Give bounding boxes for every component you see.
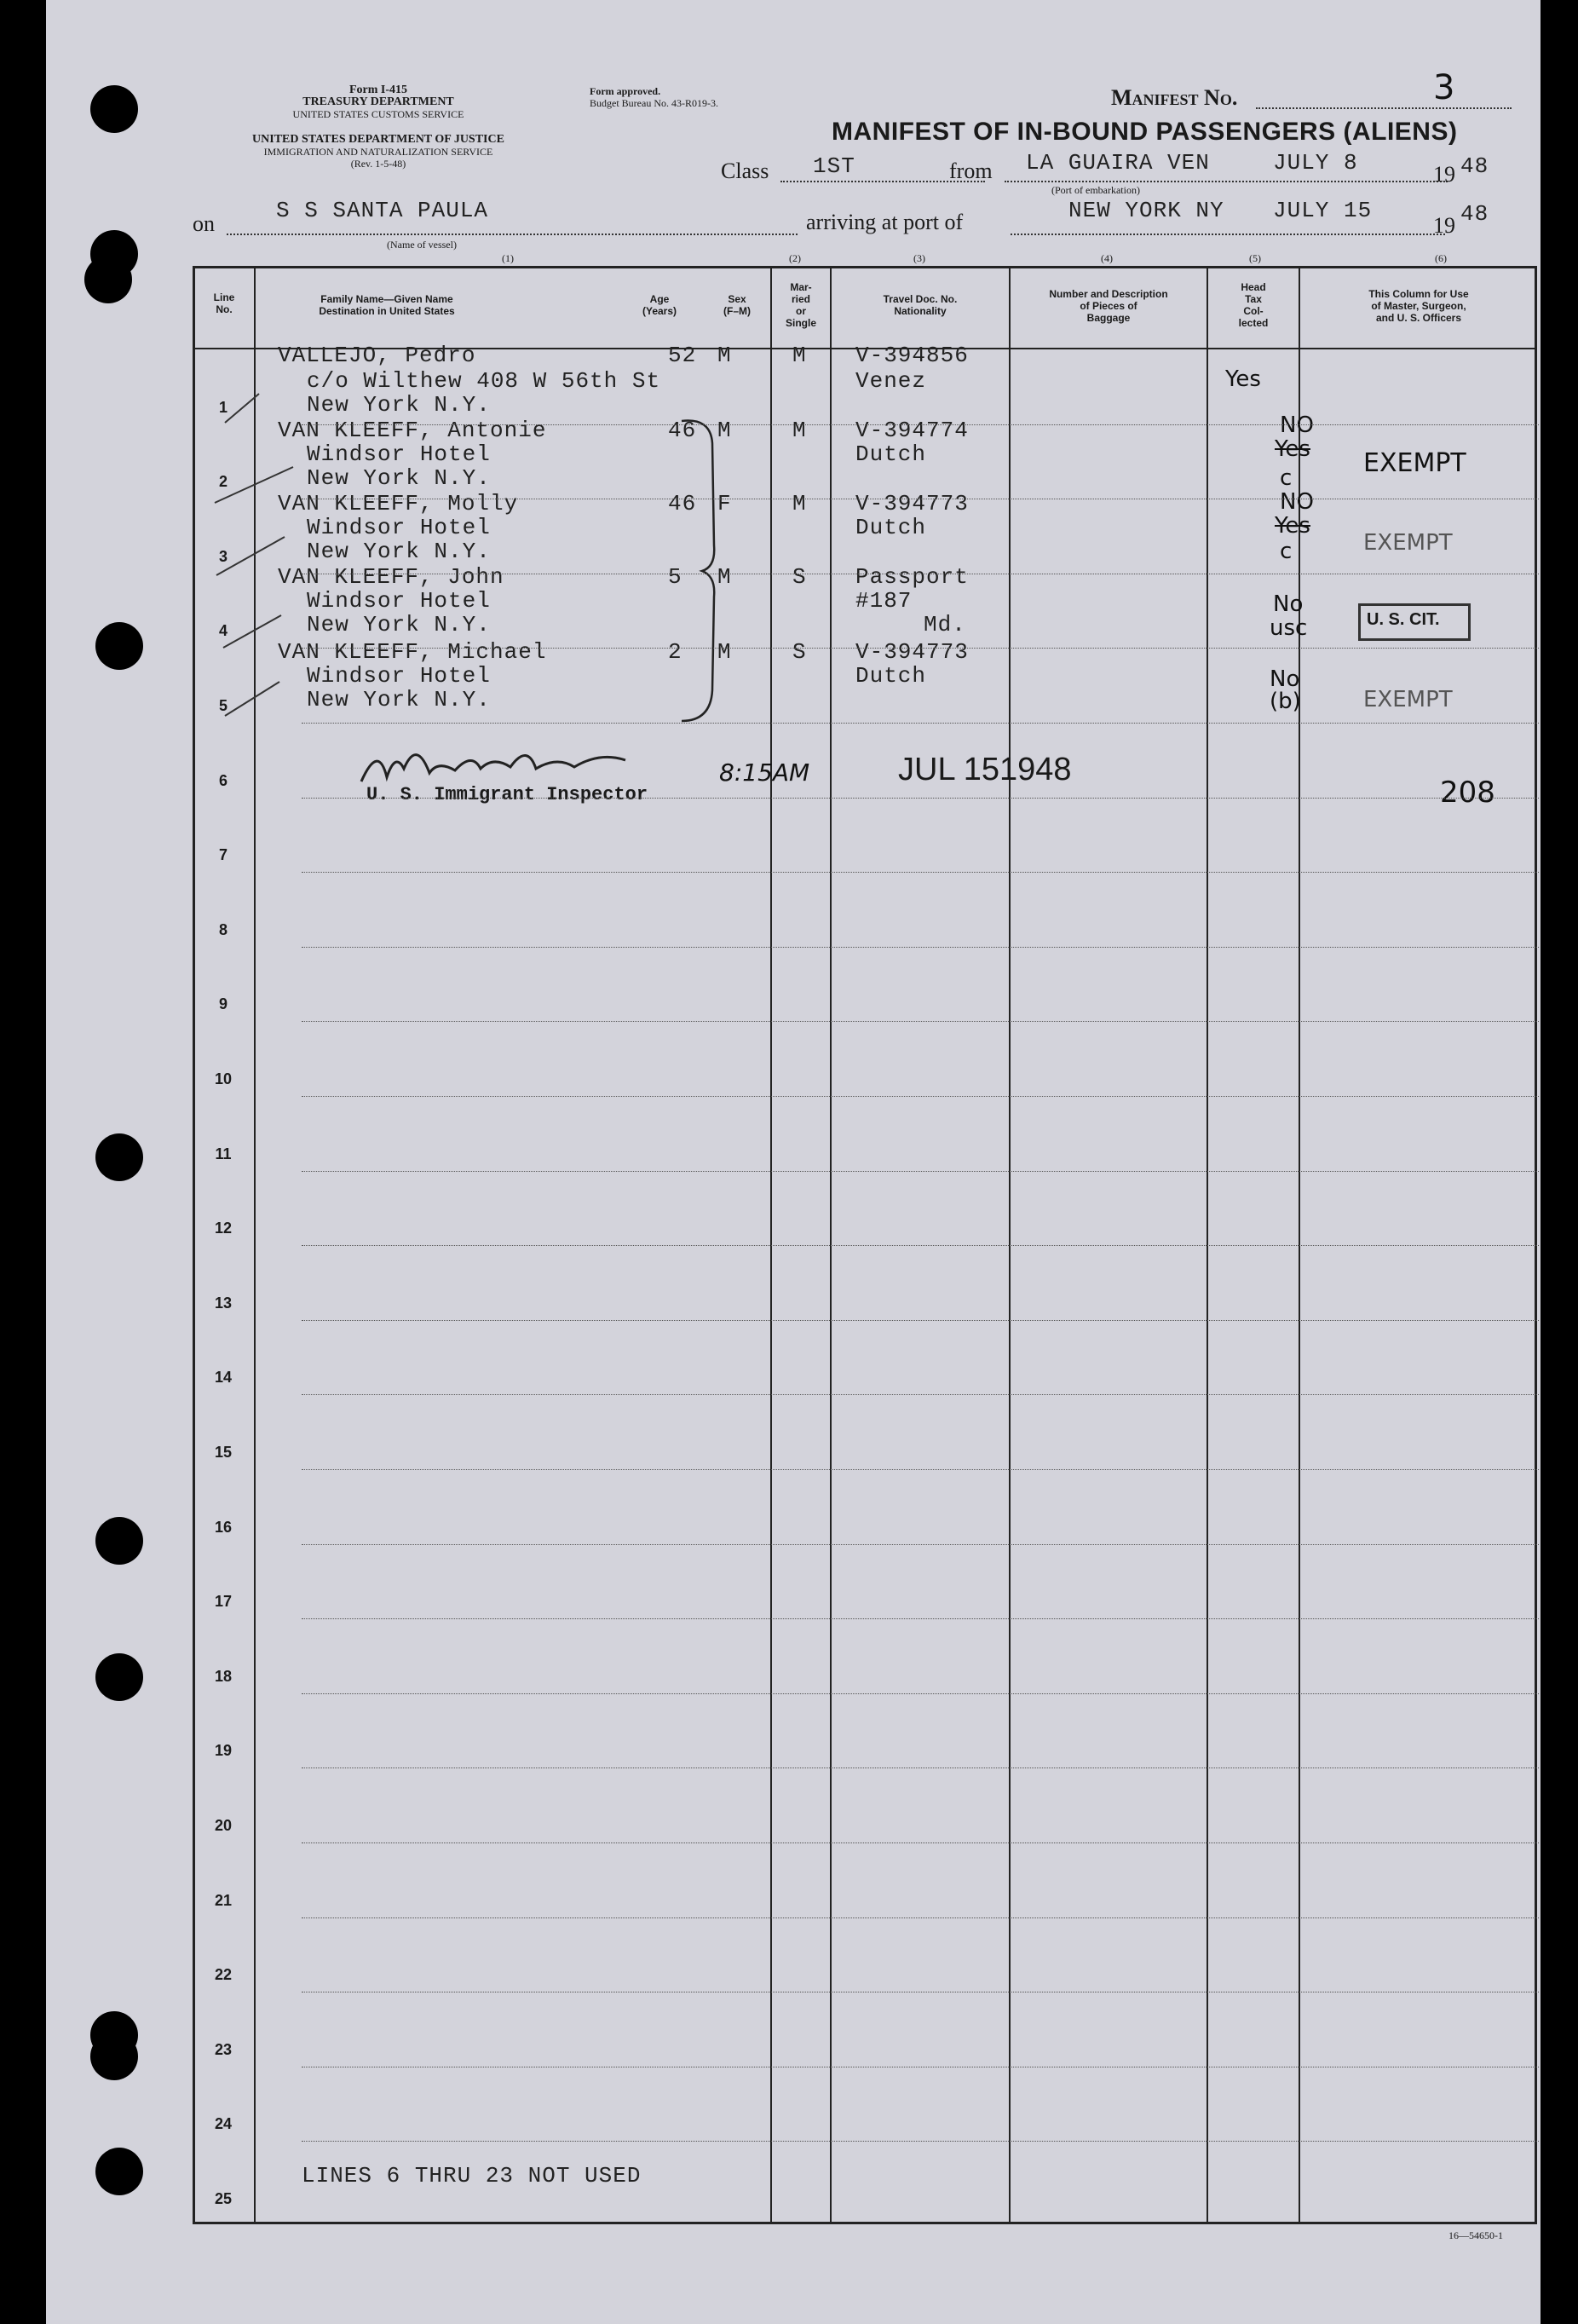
row-divider <box>302 1693 1539 1694</box>
row-divider <box>302 1917 1539 1918</box>
line-number: 1 <box>218 398 227 416</box>
punch-hole <box>90 2033 138 2080</box>
manifest-no-label: Manifest No. <box>1111 85 1238 110</box>
punch-hole <box>95 1517 143 1565</box>
passenger-doc: Passport <box>855 564 969 590</box>
passenger-destination: Windsor Hotel <box>307 441 491 467</box>
head-tax-struck: Yes <box>1275 436 1310 462</box>
embark-date: JULY 8 <box>1273 150 1358 176</box>
class-label: Class <box>721 159 769 183</box>
passenger-doc: V-394773 <box>855 639 969 665</box>
passenger-nationality: Dutch <box>855 441 927 467</box>
hdr-sex: Sex (F–M) <box>723 293 751 317</box>
passenger-sex: M <box>717 418 732 443</box>
arrive-line <box>1011 234 1445 235</box>
passenger-marital: S <box>792 639 807 665</box>
passenger-sex: M <box>717 343 732 368</box>
head-tax: NO <box>1280 412 1314 438</box>
officer-note: EXEMPT <box>1363 530 1453 556</box>
passenger-name: VAN KLEEFF, Michael <box>278 639 547 665</box>
line-number: 5 <box>218 697 227 714</box>
row-divider <box>302 2141 1539 2142</box>
passenger-destination: New York N.Y. <box>307 687 491 712</box>
row-divider <box>302 1096 1539 1097</box>
passenger-destination: Windsor Hotel <box>307 588 491 614</box>
arrive-date: JULY 15 <box>1273 198 1373 223</box>
line-number: 3 <box>218 547 227 565</box>
family-brace <box>677 418 736 724</box>
manifest-title: MANIFEST OF IN-BOUND PASSENGERS (ALIENS) <box>832 118 1458 146</box>
line-number: 24 <box>214 2115 233 2133</box>
line-number: 6 <box>218 771 227 789</box>
passenger-name: VAN KLEEFF, Antonie <box>278 418 547 443</box>
passenger-nationality: Dutch <box>855 515 927 540</box>
officer-note: U. S. CIT. <box>1367 610 1440 629</box>
lines-not-used-note: LINES 6 THRU 23 NOT USED <box>302 2163 642 2188</box>
row-divider <box>302 1320 1539 1321</box>
head-tax: Yes <box>1225 366 1261 392</box>
row-divider <box>302 1394 1539 1395</box>
line-number: 4 <box>218 622 227 640</box>
passenger-doc: V-394773 <box>855 491 969 516</box>
budget-bureau: Budget Bureau No. 43-R019-3. <box>590 97 718 109</box>
arrive-year: 48 <box>1460 201 1489 227</box>
inspection-time: 8:15AM <box>719 758 810 787</box>
passenger-nationality: Dutch <box>855 663 927 689</box>
hdr-name: Family Name—Given Name Destination in United States <box>319 293 455 317</box>
on-label: on <box>193 211 215 236</box>
row-divider <box>302 798 1539 799</box>
officer-note: EXEMPT <box>1363 448 1466 478</box>
passenger-nationality: #187 <box>855 588 913 614</box>
line-number: 20 <box>214 1817 233 1834</box>
ins-service: IMMIGRATION AND NATURALIZATION SERVICE <box>263 146 493 158</box>
hdr-travel-doc: Travel Doc. No. Nationality <box>883 293 958 317</box>
row-divider <box>302 1245 1539 1246</box>
passenger-name: VAN KLEEFF, Molly <box>278 491 519 516</box>
row-divider <box>302 1171 1539 1172</box>
vessel-name: S S SANTA PAULA <box>276 198 489 223</box>
line-number: 10 <box>214 1070 233 1087</box>
passenger-sex: M <box>717 564 732 590</box>
passenger-sex: F <box>717 491 732 516</box>
port-arrival: NEW YORK NY <box>1068 198 1224 223</box>
passenger-age: 46 <box>668 418 697 443</box>
head-tax-mark: usc <box>1270 615 1308 641</box>
passenger-marital: S <box>792 564 807 590</box>
passenger-marital: M <box>792 491 807 516</box>
head-tax: No <box>1270 666 1300 692</box>
hdr-baggage: Number and Description of Pieces of Baggage <box>1049 288 1168 324</box>
row-divider <box>302 1544 1539 1545</box>
passenger-age: 46 <box>668 491 697 516</box>
head-tax: NO <box>1280 489 1314 515</box>
inspector-number: 208 <box>1440 776 1495 810</box>
hdr-officers: This Column for Use of Master, Surgeon, and U. S. Officers <box>1368 288 1469 324</box>
row-divider <box>302 648 1539 649</box>
row-divider <box>302 1842 1539 1843</box>
vessel-line <box>227 234 798 235</box>
punch-hole <box>95 2148 143 2195</box>
form-approved: Form approved. <box>590 85 661 97</box>
line-number: 21 <box>214 1891 233 1909</box>
row-divider <box>302 1469 1539 1470</box>
year-prefix-2: 19 <box>1433 213 1455 238</box>
col-num-6: (6) <box>1435 252 1447 264</box>
line-number: 19 <box>214 1742 233 1760</box>
manifest-no-line <box>1256 107 1512 109</box>
head-tax-struck: Yes <box>1275 513 1310 539</box>
justice-dept: UNITED STATES DEPARTMENT OF JUSTICE <box>252 133 504 146</box>
punch-hole <box>95 622 143 670</box>
punch-hole <box>84 256 132 303</box>
row-divider <box>302 872 1539 873</box>
from-label: from <box>949 159 993 183</box>
passenger-name: VALLEJO, Pedro <box>278 343 476 368</box>
line-number: 18 <box>214 1667 233 1685</box>
line-number: 23 <box>214 2040 233 2058</box>
line-number: 8 <box>218 920 227 938</box>
row-divider <box>302 947 1539 948</box>
passenger-destination: Windsor Hotel <box>307 515 491 540</box>
inspector-label: U. S. Immigrant Inspector <box>366 784 648 805</box>
customs-service: UNITED STATES CUSTOMS SERVICE <box>292 108 464 120</box>
from-line <box>1005 181 1448 182</box>
row-divider <box>302 424 1539 425</box>
line-number: 16 <box>214 1518 233 1536</box>
manifest-page <box>46 0 1541 2324</box>
row-divider <box>302 723 1539 724</box>
line-number: 14 <box>214 1369 233 1387</box>
inspection-stamp-date: JUL 151948 <box>898 752 1072 787</box>
line-number: 12 <box>214 1220 233 1237</box>
line-number: 22 <box>214 1966 233 1984</box>
year-prefix-1: 19 <box>1433 162 1455 187</box>
col-num-5: (5) <box>1249 252 1261 264</box>
revision: (Rev. 1-5-48) <box>350 158 406 170</box>
row-divider <box>302 1618 1539 1619</box>
punch-hole <box>95 1653 143 1701</box>
vessel-caption: (Name of vessel) <box>387 239 457 251</box>
line-number: 7 <box>218 846 227 864</box>
head-tax: No <box>1273 591 1304 617</box>
passenger-destination: New York N.Y. <box>307 612 491 637</box>
passenger-doc: V-394856 <box>855 343 969 368</box>
col-num-3: (3) <box>913 252 925 264</box>
print-code: 16—54650-1 <box>1448 2229 1503 2241</box>
line-number: 15 <box>214 1444 233 1461</box>
officer-note: EXEMPT <box>1363 687 1453 712</box>
punch-hole <box>95 1133 143 1181</box>
head-tax-mark: c <box>1280 539 1293 564</box>
line-number: 25 <box>214 2190 233 2207</box>
passenger-destination: New York N.Y. <box>307 392 491 418</box>
row-divider <box>302 1021 1539 1022</box>
treasury-dept: TREASURY DEPARTMENT <box>302 95 454 108</box>
col-num-2: (2) <box>789 252 801 264</box>
manifest-no-value: 3 <box>1433 68 1455 107</box>
hdr-line-no: Line No. <box>213 291 235 315</box>
port-embarkation: LA GUAIRA VEN <box>1026 150 1210 176</box>
hdr-head-tax: Head Tax Col- lected <box>1238 281 1269 329</box>
line-number: 13 <box>214 1294 233 1312</box>
line-number: 2 <box>218 473 227 491</box>
passenger-age: 52 <box>668 343 697 368</box>
punch-hole <box>90 85 138 133</box>
passenger-marital: M <box>792 343 807 368</box>
head-tax-mark: (b) <box>1270 689 1301 714</box>
passenger-destination: New York N.Y. <box>307 539 491 564</box>
passenger-nationality: Venez <box>855 368 927 394</box>
embark-year: 48 <box>1460 153 1489 179</box>
line-number: 17 <box>214 1593 233 1611</box>
line-number: 9 <box>218 995 227 1013</box>
hdr-age: Age (Years) <box>642 293 677 317</box>
passenger-doc: V-394774 <box>855 418 969 443</box>
passenger-sex: M <box>717 639 732 665</box>
line-number: 11 <box>215 1145 232 1162</box>
hdr-married: Mar- ried or Single <box>785 281 816 329</box>
class-value: 1ST <box>813 153 855 179</box>
col-num-1: (1) <box>502 252 514 264</box>
passenger-age: 5 <box>668 564 682 590</box>
form-number: Form I-415 <box>348 84 408 96</box>
arriving-label: arriving at port of <box>806 210 964 234</box>
passenger-destination: c/o Wilthew 408 W 56th St <box>307 368 661 394</box>
passenger-name: VAN KLEEFF, John <box>278 564 504 590</box>
passenger-marital: M <box>792 418 807 443</box>
passenger-destination: Windsor Hotel <box>307 663 491 689</box>
port-embark-caption: (Port of embarkation) <box>1051 184 1140 196</box>
passenger-doc-extra: Md. <box>924 612 966 637</box>
passenger-age: 2 <box>668 639 682 665</box>
col-num-4: (4) <box>1101 252 1113 264</box>
passenger-destination: New York N.Y. <box>307 465 491 491</box>
head-tax-mark: c <box>1280 465 1293 491</box>
